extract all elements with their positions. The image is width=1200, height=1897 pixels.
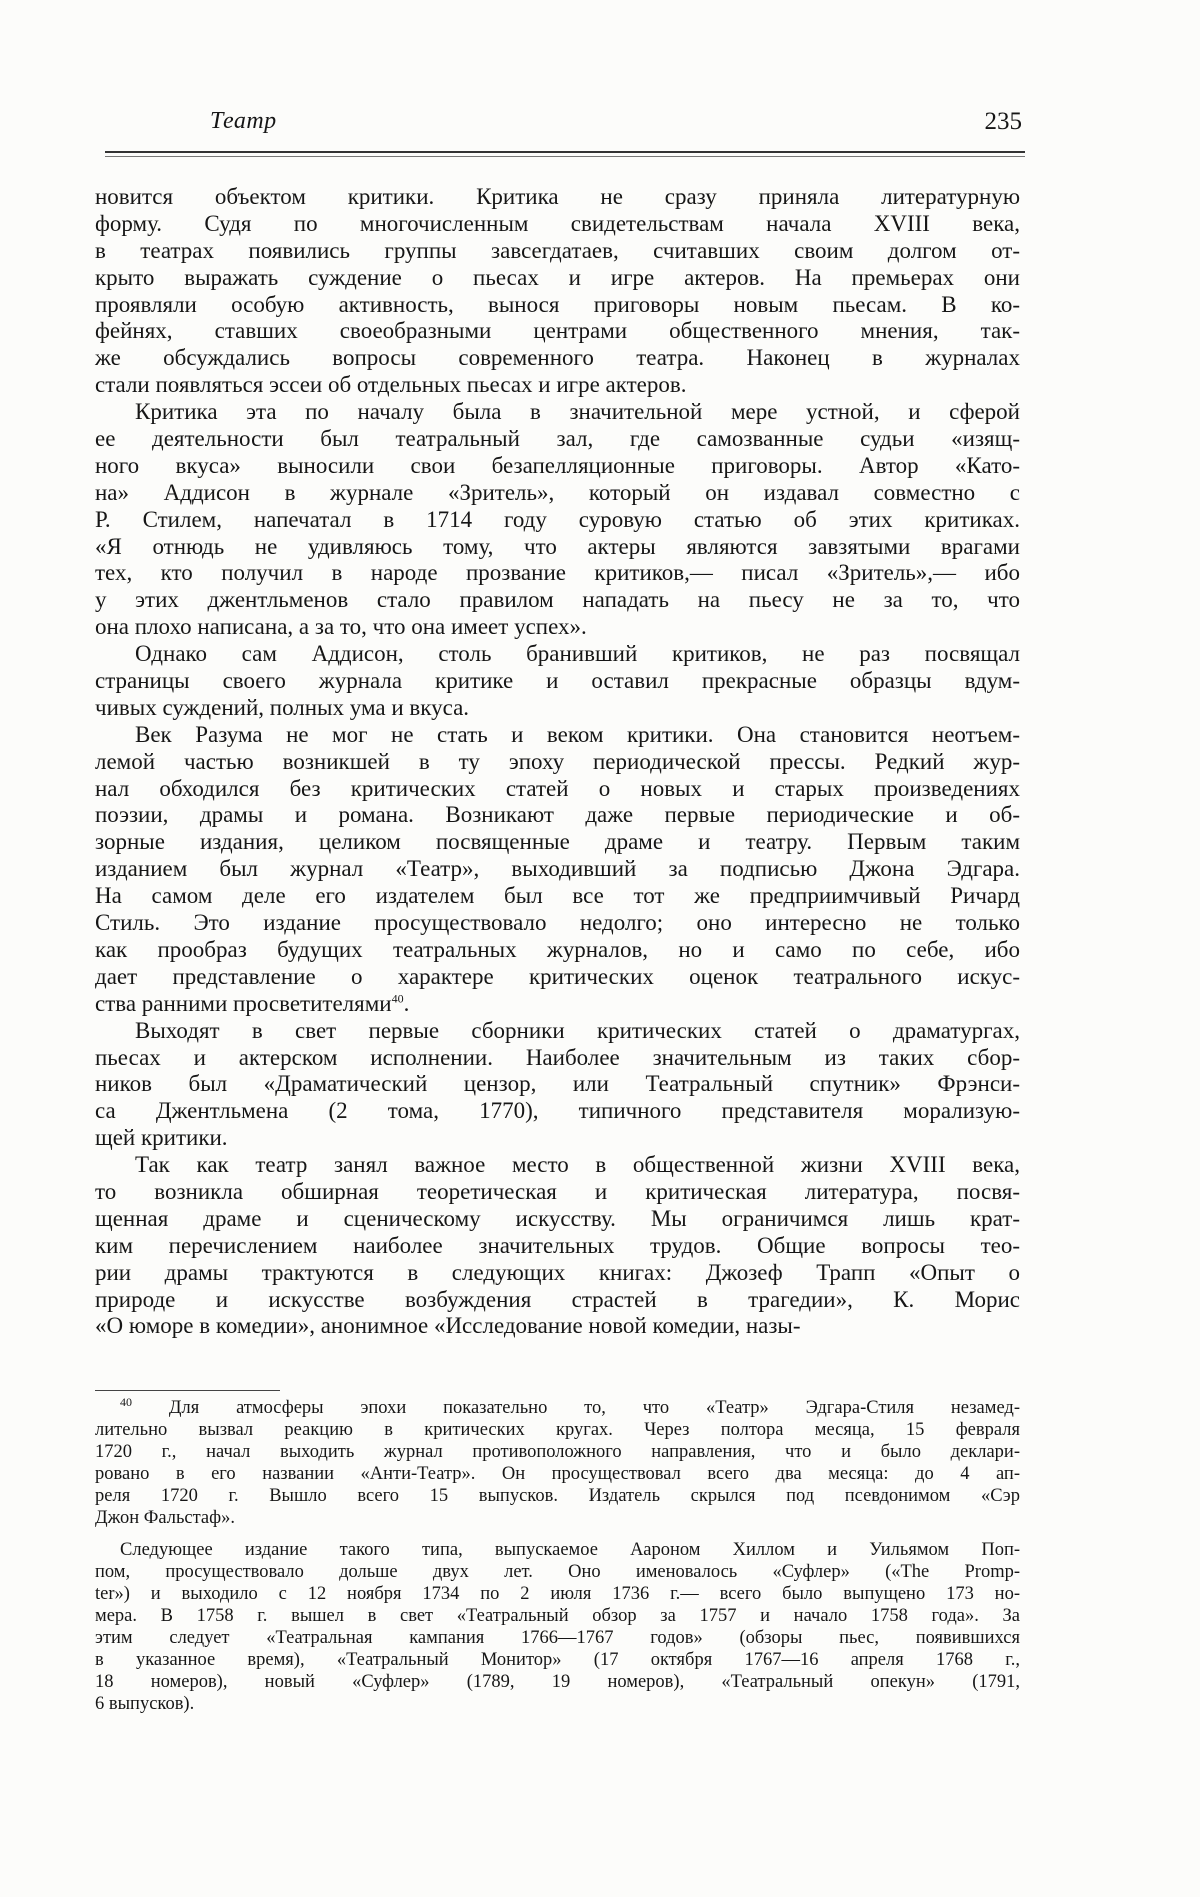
text-line <box>95 265 1020 292</box>
text-line <box>95 534 1020 561</box>
line-text: она плохо написана, а за то, что она имеет успех». <box>95 614 587 640</box>
text-line <box>95 776 1020 803</box>
text-line <box>95 345 1020 372</box>
footnote-text: мера. В 1758 г. вышел в свет «Театральный обзор за 1757 и начало 1758 года». За <box>95 1605 1020 1626</box>
line-text: новится объектом критики. Критика не сразу приняла литературную <box>95 184 1020 209</box>
text-line <box>95 695 1020 722</box>
page-number: 235 <box>984 108 1022 135</box>
text-line <box>95 883 1020 910</box>
running-head <box>210 108 1022 142</box>
text-line <box>95 829 1020 856</box>
footnote-line <box>95 1627 1020 1649</box>
line-text: Выходят в свет первые сборники критических статей о драматургах, <box>135 1017 1020 1043</box>
text-line <box>95 1071 1020 1098</box>
text-line <box>95 1152 1020 1179</box>
line-text: стали появляться эссеи об отдельных пьесах и игре актеров. <box>95 372 687 398</box>
text-line <box>95 641 1020 668</box>
line-text: на» Аддисон в журнале «Зритель», который он издавал совместно с <box>95 479 1020 505</box>
line-text: ее деятельности был театральный зал, где самозванные судьи «изящ- <box>95 426 1020 452</box>
paragraph <box>95 1018 1020 1152</box>
text-line <box>95 1045 1020 1072</box>
footnote-text: в указанное время), «Театральный Монитор» (17 октября 1767—16 апреля 1768 г., <box>95 1650 1020 1671</box>
line-text: в театрах появились группы завсегдатаев, считавших своим долгом от- <box>95 237 1020 263</box>
line-text: зорные издания, целиком посвященные драме и театру. Первым таким <box>95 829 1020 855</box>
line-text: щей критики. <box>95 1125 228 1151</box>
footnote-text: лительно вызвал реакцию в критических кругах. Через полтора месяца, 15 февраля <box>95 1420 1020 1441</box>
line-text: рии драмы трактуются в следующих книгах: Джозеф Трапп «Опыт о <box>95 1259 1020 1285</box>
footnote-line <box>95 1507 1020 1529</box>
text-line <box>95 937 1020 964</box>
line-text: у этих джентльменов стало правилом нападать на пьесу не за то, что <box>95 587 1020 613</box>
text-line <box>95 587 1020 614</box>
line-text: Век Разума не мог не стать и веком критики. Она становится неотъем- <box>135 721 1020 747</box>
footnote-line <box>95 1561 1020 1583</box>
text-line <box>95 1287 1020 1314</box>
running-title: Театр <box>210 108 277 134</box>
line-text: поэзии, драмы и романа. Возникают даже первые периодические и об- <box>95 802 1020 828</box>
line-text: чивых суждений, полных ума и вкуса. <box>95 694 470 720</box>
footnote-text: ровано в его названии «Анти-Театр». Он просуществовал всего два месяца: до 4 ап- <box>95 1464 1020 1485</box>
text-line <box>95 1313 1020 1340</box>
line-text: тех, кто получил в народе прозвание критиков,— писал «Зритель»,— ибо <box>95 560 1020 586</box>
text-line <box>95 1098 1020 1125</box>
footnote-text: 18 номеров), новый «Суфлер» (1789, 19 номеров), «Театральный опекун» (1791, <box>95 1672 1020 1693</box>
line-text: природе и искусстве возбуждения страстей в трагедии», К. Морис <box>95 1286 1020 1312</box>
text-line <box>95 1206 1020 1233</box>
text-line <box>95 184 1020 211</box>
line-text: са Джентльмена (2 тома, 1770), типичного представителя морализую- <box>95 1098 1020 1124</box>
text-line <box>95 480 1020 507</box>
text-line <box>95 1233 1020 1260</box>
footnote-reference: 40 <box>391 991 404 1006</box>
footnote-line <box>95 1605 1020 1627</box>
line-text: ного вкуса» выносили свои безапелляционные приговоры. Автор «Като- <box>95 452 1020 478</box>
line-text: лемой частью возникшей в ту эпоху периодической прессы. Редкий жур- <box>95 748 1020 774</box>
footnotes <box>95 1394 1021 1715</box>
line-text: форму. Судя по многочисленным свидетельствам начала XVIII века, <box>95 210 1020 236</box>
footnote-line <box>95 1649 1020 1671</box>
text-line <box>95 560 1020 587</box>
line-text: то возникла обширная теоретическая и критическая литература, посвя- <box>95 1178 1020 1204</box>
line-text: Так как театр занял важное место в общественной жизни XVIII века, <box>135 1152 1020 1178</box>
footnote-text: этим следует «Театральная кампания 1766—1767 годов» (обзоры пьес, появившихся <box>95 1627 1020 1648</box>
line-text: Стиль. Это издание просуществовало недолго; оно интересно не только <box>95 910 1020 936</box>
footnote-text: Джон Фальстаф». <box>95 1508 235 1529</box>
text-line <box>95 722 1020 749</box>
footnote-paragraph <box>95 1394 1021 1530</box>
text-line <box>95 910 1020 937</box>
text-line <box>95 238 1020 265</box>
line-text: «О юморе в комедии», анонимное «Исследование новой комедии, назы- <box>95 1313 801 1339</box>
line-text: Критика эта по началу была в значительной мере устной, и сферой <box>135 399 1020 425</box>
footnote-line <box>95 1485 1020 1507</box>
text-line <box>95 1260 1020 1287</box>
footnote-line <box>95 1419 1020 1441</box>
line-text: пьесах и актерском исполнении. Наиболее значительным из таких сбор- <box>95 1044 1020 1070</box>
line-text: ким перечислением наиболее значительных трудов. Общие вопросы тео- <box>95 1232 1020 1258</box>
text-line <box>95 668 1020 695</box>
footnote-line <box>95 1441 1020 1463</box>
main-text <box>95 184 1020 1340</box>
line-text: изданием был журнал «Театр», выходивший за подписью Джона Эдгара. <box>95 856 1020 882</box>
text-line <box>95 372 1020 399</box>
line-text: щенная драме и сценическому искусству. Мы ограничимся лишь крат- <box>95 1205 1020 1231</box>
line-text: же обсуждались вопросы современного театра. Наконец в журналах <box>95 345 1020 371</box>
text-line <box>95 1018 1020 1045</box>
footnote-text: пом, просуществовало дольше двух лет. Оно именовалось «Суфлер» («The Promp- <box>95 1561 1020 1582</box>
line-text: ства ранними просветителями <box>95 990 392 1016</box>
text-line <box>95 426 1020 453</box>
text-line <box>95 399 1020 426</box>
line-text: дает представление о характере критических оценок театрального искус- <box>95 963 1020 989</box>
line-text: На самом деле его издателем был все тот же предприимчивый Ричард <box>95 883 1020 909</box>
text-line <box>95 507 1020 534</box>
footnote-text: Для атмосферы эпохи показательно то, что «Театр» Эдгара-Стиля незамед- <box>168 1398 1021 1418</box>
line-text: проявляли особую активность, вынося приговоры новым пьесам. В ко- <box>95 291 1020 317</box>
footnote-gap <box>95 1530 1020 1539</box>
line-text: ников был «Драматический цензор, или Театральный спутник» Фрэнси- <box>95 1071 1020 1097</box>
text-line <box>95 453 1020 480</box>
footnote-text: Следующее издание такого типа, выпускаемое Аароном Хиллом и Уильямом Поп- <box>120 1539 1020 1560</box>
footnote-line <box>95 1539 1020 1561</box>
footnote-line <box>95 1394 1021 1419</box>
footnote-text: ter») и выходило с 12 ноября 1734 по 2 июля 1736 г.— всего было выпущено 173 но- <box>95 1583 1020 1604</box>
paragraph <box>95 641 1020 722</box>
footnote-line <box>95 1583 1020 1605</box>
text-line <box>95 614 1020 641</box>
paragraph <box>95 184 1020 399</box>
text-line <box>95 292 1020 319</box>
paragraph <box>95 722 1020 1018</box>
text-line <box>95 318 1020 345</box>
text-line <box>95 749 1020 776</box>
line-text: как прообраз будущих театральных журналов, но и само по себе, ибо <box>95 936 1020 962</box>
line-text: «Я отнюдь не удивляюсь тому, что актеры являются завзятыми врагами <box>95 533 1020 559</box>
text-line <box>95 1179 1020 1206</box>
footnote-text: реля 1720 г. Вышло всего 15 выпусков. Издатель скрылся под псевдонимом «Сэр <box>95 1486 1020 1507</box>
paragraph <box>95 399 1020 641</box>
footnote-text: 1720 г., начал выходить журнал противоположного направления, что и было деклари- <box>95 1442 1020 1463</box>
footnote-line <box>95 1693 1020 1715</box>
text-line <box>95 1125 1020 1152</box>
line-text: Р. Стилем, напечатал в 1714 году суровую статью об этих критиках. <box>95 506 1020 532</box>
text-line <box>95 964 1020 991</box>
line-text: крыто выражать суждение о пьесах и игре актеров. На премьерах они <box>95 264 1020 290</box>
text-line: ства ранними просветителями$^{40}$. <box>95 990 410 1016</box>
line-text: фейнях, ставших своеобразными центрами общественного мнения, так- <box>95 318 1020 344</box>
footnote-line <box>95 1671 1020 1693</box>
header-rule <box>105 151 1025 153</box>
footnote-line <box>95 1463 1020 1485</box>
footnote-paragraph <box>95 1539 1020 1716</box>
footnote-text: 6 выпусков). <box>95 1694 195 1715</box>
text-line <box>95 802 1020 829</box>
footnote-marker: 40 <box>120 1394 132 1409</box>
footnote-divider <box>95 1390 280 1391</box>
text-line <box>95 856 1020 883</box>
header-rule-thin <box>105 156 1025 157</box>
paragraph <box>95 1152 1020 1340</box>
text-line <box>95 211 1020 238</box>
line-text: страницы своего журнала критике и оставил прекрасные образцы вдум- <box>95 668 1020 694</box>
line-text: Однако сам Аддисон, столь бранивший критиков, не раз посвящал <box>135 641 1020 667</box>
line-text: нал обходился без критических статей о новых и старых произведениях <box>95 775 1020 801</box>
